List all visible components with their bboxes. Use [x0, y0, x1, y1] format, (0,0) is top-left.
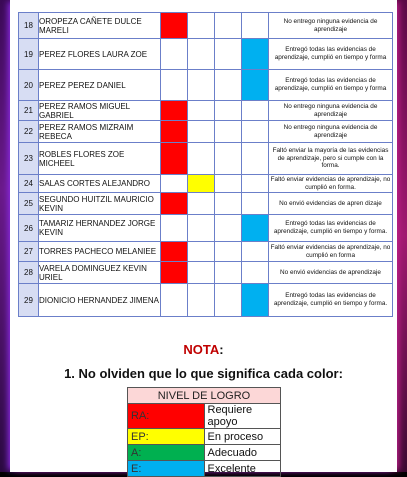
legend-row	[128, 404, 281, 429]
row-number: 19	[19, 39, 39, 70]
level-cell	[242, 262, 269, 284]
level-cell	[188, 121, 215, 143]
evaluation-note: No entrego ninguna evidencia de aprendizaje	[269, 121, 393, 143]
row-number: 18	[19, 13, 39, 39]
level-cell	[161, 13, 188, 39]
table-row	[19, 70, 393, 101]
level-cell	[161, 39, 188, 70]
row-number: 20	[19, 70, 39, 101]
nota-colon: :	[219, 342, 224, 357]
student-name: TORRES PACHECO MELANIEE	[39, 242, 161, 262]
evaluation-note: Entregó todas las evidencias de aprendizaje, cumplió en tiempo y forma.	[269, 284, 393, 317]
evaluation-note: Faltó enviar evidencias de aprendizaje, no cumplió en forma	[269, 242, 393, 262]
evaluation-note: Entregó todas las evidencias de aprendizaje, cumplió en tiempo y forma	[269, 39, 393, 70]
row-number: 22	[19, 121, 39, 143]
level-cell	[215, 242, 242, 262]
level-cell	[188, 101, 215, 121]
level-cell	[161, 193, 188, 215]
level-cell	[242, 215, 269, 242]
level-cell	[161, 70, 188, 101]
level-cell	[215, 284, 242, 317]
evaluation-note: No envió evidencias de aprendizaje	[269, 262, 393, 284]
level-cell	[188, 262, 215, 284]
student-name: PEREZ RAMOS MIGUEL GABRIEL	[39, 101, 161, 121]
level-cell	[161, 215, 188, 242]
level-cell	[188, 242, 215, 262]
row-number: 29	[19, 284, 39, 317]
level-cell	[188, 39, 215, 70]
row-number: 25	[19, 193, 39, 215]
right-border-decoration	[397, 0, 407, 472]
table-row	[19, 215, 393, 242]
legend-label: Adecuado	[204, 445, 281, 461]
student-name: SALAS CORTES ALEJANDRO	[39, 175, 161, 193]
level-cell	[161, 242, 188, 262]
level-cell	[215, 193, 242, 215]
table-row	[19, 284, 393, 317]
level-cell	[242, 175, 269, 193]
legend-code: RA:	[128, 404, 205, 429]
legend-row	[128, 429, 281, 445]
legend-code: EP:	[128, 429, 205, 445]
legend-row	[128, 461, 281, 477]
table-row	[19, 242, 393, 262]
evaluation-note: No entrego ninguna evidencia de aprendizaje	[269, 13, 393, 39]
level-cell	[242, 143, 269, 175]
legend-row	[128, 445, 281, 461]
evaluation-note: Entregó todas las evidencias de aprendizaje, cumplió en tiempo y forma.	[269, 215, 393, 242]
student-name: DIONICIO HERNANDEZ JIMENA	[39, 284, 161, 317]
level-cell	[161, 175, 188, 193]
student-name: OROPEZA CAÑETE DULCE MARELI	[39, 13, 161, 39]
achievement-level-legend	[127, 387, 281, 477]
level-cell	[161, 262, 188, 284]
level-cell	[242, 242, 269, 262]
table-row	[19, 39, 393, 70]
table-row	[19, 175, 393, 193]
table-row	[19, 121, 393, 143]
legend-label: En proceso	[204, 429, 281, 445]
row-number: 21	[19, 101, 39, 121]
level-cell	[242, 101, 269, 121]
level-cell	[242, 121, 269, 143]
table-row	[19, 13, 393, 39]
document-page	[10, 0, 397, 475]
student-name: SEGUNDO HUITZIL MAURICIO KEVIN	[39, 193, 161, 215]
level-cell	[188, 143, 215, 175]
level-cell	[242, 193, 269, 215]
level-cell	[161, 101, 188, 121]
level-cell	[188, 284, 215, 317]
student-name: PEREZ FLORES LAURA ZOE	[39, 39, 161, 70]
evaluation-note: No entrego ninguna evidencia de aprendizaje	[269, 101, 393, 121]
legend-title: NIVEL DE LOGRO	[128, 388, 281, 404]
level-cell	[242, 284, 269, 317]
level-cell	[188, 13, 215, 39]
level-cell	[161, 143, 188, 175]
row-number: 27	[19, 242, 39, 262]
student-name: PEREZ RAMOS MIZRAIM REBECA	[39, 121, 161, 143]
level-cell	[215, 215, 242, 242]
level-cell	[242, 70, 269, 101]
level-cell	[188, 215, 215, 242]
student-name: VARELA DOMINGUEZ KEVIN URIEL	[39, 262, 161, 284]
level-cell	[215, 175, 242, 193]
color-instruction: 1. No olviden que lo que significa cada color:	[64, 366, 343, 381]
level-cell	[188, 193, 215, 215]
row-number: 23	[19, 143, 39, 175]
level-cell	[215, 121, 242, 143]
student-name: ROBLES FLORES ZOE MICHEEL	[39, 143, 161, 175]
row-number: 24	[19, 175, 39, 193]
level-cell	[215, 143, 242, 175]
student-name: TAMARIZ HERNANDEZ JORGE KEVIN	[39, 215, 161, 242]
evaluation-note: Faltó enviar evidencias de aprendizaje, no cumplió en forma.	[269, 175, 393, 193]
level-cell	[242, 13, 269, 39]
nota-heading	[10, 342, 397, 357]
level-cell	[188, 175, 215, 193]
row-number: 28	[19, 262, 39, 284]
table-row	[19, 143, 393, 175]
legend-code: A:	[128, 445, 205, 461]
table-row	[19, 262, 393, 284]
legend-header-row	[128, 388, 281, 404]
level-cell	[161, 284, 188, 317]
legend-label: Excelente	[204, 461, 281, 477]
legend-code: E:	[128, 461, 205, 477]
student-evaluation-table	[18, 12, 393, 317]
evaluation-note: Faltó enviar la mayoría de las evidencias de aprendizaje, pero si cumple con la forma.	[269, 143, 393, 175]
level-cell	[215, 101, 242, 121]
left-border-decoration	[0, 0, 10, 472]
level-cell	[215, 70, 242, 101]
student-name: PEREZ PEREZ DANIEL	[39, 70, 161, 101]
level-cell	[161, 121, 188, 143]
evaluation-note: Entregó todas las evidencias de aprendizaje, cumplió en tiempo y forma	[269, 70, 393, 101]
level-cell	[242, 39, 269, 70]
table-row	[19, 101, 393, 121]
legend-label: Requiere apoyo	[204, 404, 281, 429]
nota-title: NOTA	[183, 342, 220, 357]
row-number: 26	[19, 215, 39, 242]
level-cell	[215, 13, 242, 39]
table-row	[19, 193, 393, 215]
level-cell	[215, 262, 242, 284]
level-cell	[188, 70, 215, 101]
evaluation-note: No envió evidencias de apren dizaje	[269, 193, 393, 215]
level-cell	[215, 39, 242, 70]
